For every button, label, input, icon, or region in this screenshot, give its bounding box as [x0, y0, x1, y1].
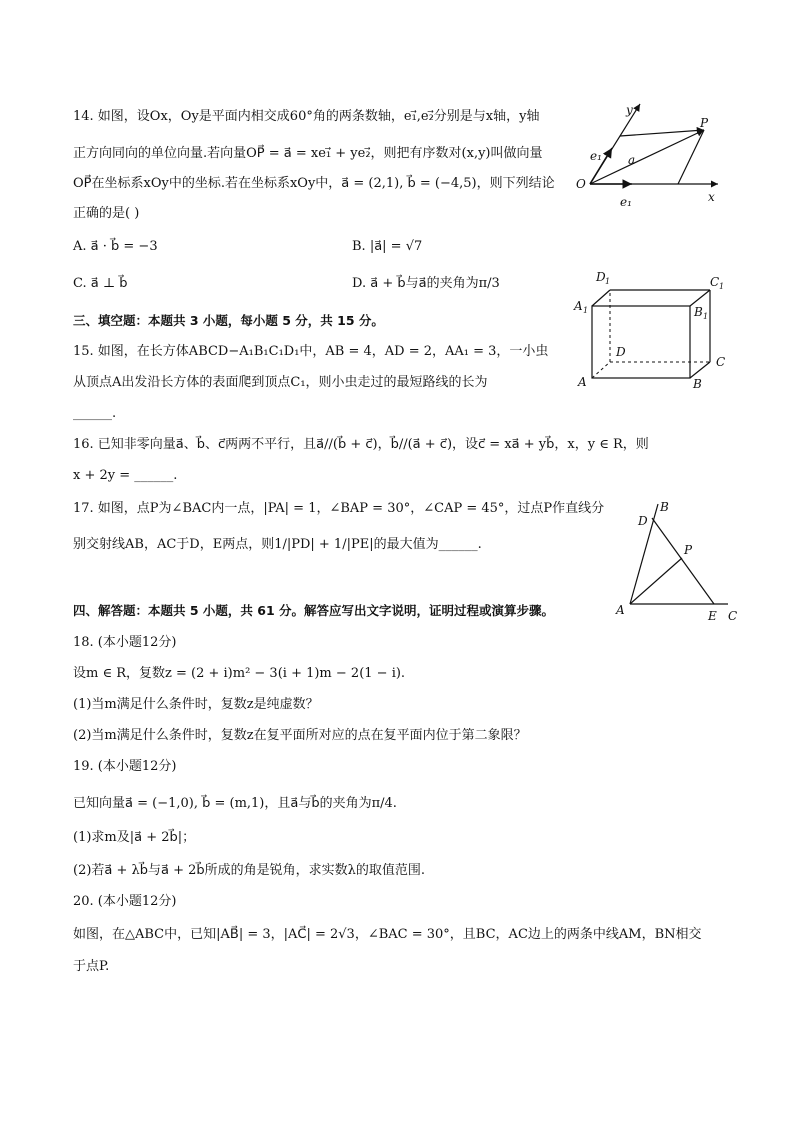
- label-C: C: [716, 355, 726, 369]
- q14-line-2: 正方向同向的单位向量.若向量OP⃗ = a⃗ = xe₁⃗ + ye₂⃗，则把有序数对(x,y)叫做向量: [73, 146, 543, 161]
- label-x: x: [708, 190, 715, 204]
- q14-line-4: 正确的是( ): [73, 206, 140, 221]
- label-O: O: [576, 177, 586, 191]
- label-A: A: [578, 375, 587, 389]
- label-A1: A: [574, 299, 583, 313]
- q20-line-1: 如图，在△ABC中，已知|AB⃗| = 3，|AC⃗| = 2√3，∠BAC = 30°，且BC，AC边上的两条中线AM，BN相交: [73, 927, 702, 942]
- q15-line-3: ______.: [73, 406, 117, 421]
- q14-option-d: D. a⃗ + b⃗与a⃗的夹角为π/3: [352, 276, 500, 291]
- q19-line-2: (1)求m及|a⃗ + 2b⃗|；: [73, 830, 196, 845]
- q20-header: 20. (本小题12分): [73, 894, 177, 909]
- label-C: C: [728, 609, 738, 623]
- label-C1-sub: 1: [719, 282, 725, 291]
- q15-cuboid-figure: [570, 268, 740, 393]
- label-C1: C: [710, 275, 720, 289]
- label-E: E: [708, 609, 717, 623]
- label-B1: B: [694, 305, 703, 319]
- q16-line-1: 16. 已知非零向量a⃗、b⃗、c⃗两两不平行，且a⃗//(b⃗ + c⃗)，b⃗//(a⃗ + c⃗)，设c⃗ = xa⃗ + yb⃗，x，y ∈ R，则: [73, 437, 649, 452]
- q14-option-c: C. a⃗ ⊥ b⃗: [73, 276, 128, 291]
- label-D: D: [616, 345, 626, 359]
- q15-line-1: 15. 如图，在长方体ABCD−A₁B₁C₁D₁中，AB = 4，AD = 2，AA₁ = 3，一小虫: [73, 344, 549, 359]
- edge-A1D1: [592, 290, 610, 306]
- q17-angle-figure: [610, 496, 745, 626]
- label-D: D: [638, 514, 648, 528]
- label-D1-sub: 1: [605, 277, 611, 286]
- label-D1: D: [596, 270, 606, 284]
- q14-oblique-axes-figure: [568, 98, 738, 213]
- label-P: P: [684, 543, 693, 557]
- label-y: y: [626, 103, 633, 117]
- q14-line-3: OP⃗在坐标系xOy中的坐标.若在坐标系xOy中，a⃗ = (2,1), b⃗ = (−4,5)，则下列结论: [73, 176, 555, 191]
- q17-line-2: 别交射线AB，AC于D，E两点，则1/|PD| + 1/|PE|的最大值为______.: [73, 537, 482, 552]
- q15-line-2: 从顶点A出发沿长方体的表面爬到顶点C₁，则小虫走过的最短路线的长为: [73, 375, 488, 390]
- q19-line-1: 已知向量a⃗ = (−1,0), b⃗ = (m,1)，且a⃗与b⃗的夹角为π/4.: [73, 796, 397, 811]
- q14-option-a: A. a⃗ · b⃗ = −3: [73, 239, 158, 254]
- section-3-header: 三、填空题：本题共 3 小题，每小题 5 分，共 15 分。: [73, 313, 384, 328]
- label-B1-sub: 1: [703, 312, 709, 321]
- label-A1-sub: 1: [583, 306, 589, 315]
- label-e1: e₁: [620, 195, 632, 209]
- q14-option-b: B. |a⃗| = √7: [352, 239, 423, 254]
- label-a: a: [628, 153, 636, 167]
- q14-line-1: 14. 如图，设Ox，Oy是平面内相交成60°角的两条数轴，e₁⃗,e₂⃗分别是与x轴，y轴: [73, 109, 540, 124]
- label-P: P: [700, 116, 709, 130]
- label-B: B: [660, 500, 669, 514]
- front-face: [592, 306, 690, 378]
- q18-line-2: (1)当m满足什么条件时，复数z是纯虚数？: [73, 697, 319, 712]
- q18-header: 18. (本小题12分): [73, 635, 177, 650]
- q19-header: 19. (本小题12分): [73, 759, 177, 774]
- segment-AP: [630, 558, 682, 604]
- label-A: A: [616, 603, 625, 617]
- parallelogram-right: [678, 130, 704, 184]
- q16-line-2: x + 2y = ______.: [73, 468, 178, 483]
- hidden-edge-AD: [592, 362, 610, 378]
- q18-line-3: (2)当m满足什么条件时，复数z在复平面所对应的点在复平面内位于第二象限？: [73, 728, 527, 743]
- edge-BC: [690, 362, 710, 378]
- label-e2: e₁: [590, 149, 602, 163]
- label-B: B: [693, 377, 702, 391]
- section-4-header: 四、解答题：本题共 5 小题，共 61 分。解答应写出文字说明，证明过程或演算步骤。: [73, 603, 555, 618]
- q17-line-1: 17. 如图，点P为∠BAC内一点，|PA| = 1，∠BAP = 30°，∠CAP = 45°，过点P作直线分: [73, 501, 605, 516]
- parallelogram-top: [620, 130, 704, 136]
- edge-B1C1: [690, 290, 710, 306]
- line-DE: [652, 518, 714, 604]
- q19-line-3: (2)若a⃗ + λb⃗与a⃗ + 2b⃗所成的角是锐角，求实数λ的取值范围.: [73, 863, 426, 878]
- q18-line-1: 设m ∈ R，复数z = (2 + i)m² − 3(i + 1)m − 2(1 − i).: [73, 666, 406, 681]
- q20-line-2: 于点P.: [73, 959, 110, 974]
